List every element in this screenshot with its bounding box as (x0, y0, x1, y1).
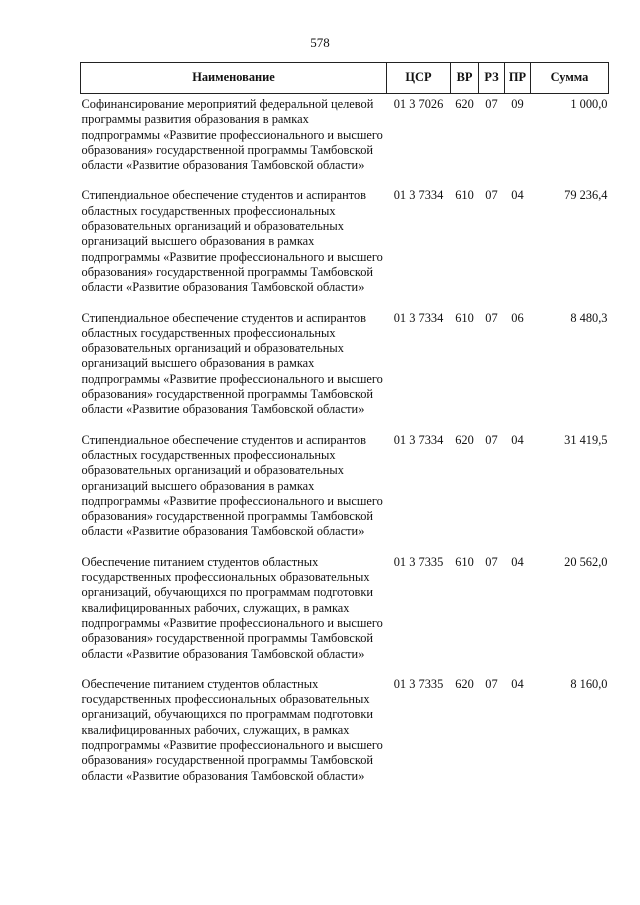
header-pr: ПР (505, 63, 531, 94)
row-name: Стипендиальное обеспечение студентов и аспирантов областных государственных профессиональных образовательных организаций и образовательных организаций высшего образования в рамках подпрограммы «Развитие профессионального и высшего образования» государственной программы Тамбовской области «Развитие образования Тамбовской области» (81, 432, 383, 539)
row-vr: 620 (455, 432, 474, 447)
table-row (81, 185, 609, 307)
row-pr: 04 (511, 188, 524, 203)
row-vr: 610 (455, 554, 474, 569)
row-csr: 01 3 7335 (393, 676, 444, 691)
row-name: Стипендиальное обеспечение студентов и аспирантов областных государственных профессиональных образовательных организаций и образовательных организаций высшего образования в рамках подпрограммы «Развитие профессионального и высшего образования» государственной программы Тамбовской области «Развитие образования Тамбовской области» (81, 310, 383, 417)
row-vr: 620 (455, 676, 474, 691)
row-rz: 07 (485, 97, 498, 111)
row-csr: 01 3 7026 (393, 97, 444, 111)
row-pr: 06 (511, 310, 524, 325)
header-csr: ЦСР (387, 63, 451, 94)
row-vr: 610 (455, 310, 474, 325)
row-pr: 04 (511, 432, 524, 447)
row-name: Обеспечение питанием студентов областных государственных профессиональных образовательных организаций, обучающихся по программам подготовки квалифицированных рабочих, служащих, в рамках подпрограммы «Развитие профессионального и высшего образования» государственной программы Тамбовской области «Развитие образования Тамбовской области» (81, 554, 383, 661)
row-sum: 8 480,3 (570, 310, 608, 325)
header-row (81, 63, 609, 94)
row-rz: 07 (485, 188, 498, 203)
row-pr: 04 (511, 676, 524, 691)
row-csr: 01 3 7334 (393, 432, 444, 447)
header-vr: ВР (451, 63, 479, 94)
row-pr: 09 (511, 97, 524, 111)
row-rz: 07 (485, 554, 498, 569)
row-name: Обеспечение питанием студентов областных государственных профессиональных образовательных организаций, обучающихся по программам подготовки квалифицированных рабочих, служащих, в рамках подпрограммы «Развитие профессионального и высшего образования» государственной программы Тамбовской области «Развитие образования Тамбовской области» (81, 676, 383, 783)
header-name: Наименование (81, 63, 387, 94)
table-header (81, 63, 609, 94)
budget-table (80, 62, 609, 796)
row-sum: 31 419,5 (564, 432, 608, 447)
row-name: Стипендиальное обеспечение студентов и аспирантов областных государственных профессиональных образовательных организаций и образовательных организаций высшего образования в рамках подпрограммы «Развитие профессионального и высшего образования» государственной программы Тамбовской области «Развитие образования Тамбовской области» (81, 188, 383, 295)
table-row (81, 674, 609, 796)
row-rz: 07 (485, 432, 498, 447)
row-sum: 1 000,0 (570, 97, 608, 111)
row-csr: 01 3 7335 (393, 554, 444, 569)
row-sum: 8 160,0 (570, 676, 608, 691)
row-csr: 01 3 7334 (393, 188, 444, 203)
table-row (81, 308, 609, 430)
row-vr: 620 (455, 97, 474, 111)
table-row (81, 552, 609, 674)
header-sum: Сумма (531, 63, 609, 94)
row-name: Софинансирование мероприятий федеральной целевой программы развития образования в рамках подпрограммы «Развитие профессионального и высшего образования» государственной программы Тамбовской области «Развитие образования Тамбовской области» (81, 97, 383, 173)
row-vr: 610 (455, 188, 474, 203)
table-row (81, 94, 609, 186)
page-number: 578 (310, 35, 330, 50)
row-sum: 79 236,4 (564, 188, 608, 203)
row-rz: 07 (485, 310, 498, 325)
table-body (81, 94, 609, 796)
row-csr: 01 3 7334 (393, 310, 444, 325)
row-sum: 20 562,0 (564, 554, 608, 569)
row-pr: 04 (511, 554, 524, 569)
row-rz: 07 (485, 676, 498, 691)
header-rz: РЗ (479, 63, 505, 94)
table-row (81, 430, 609, 552)
